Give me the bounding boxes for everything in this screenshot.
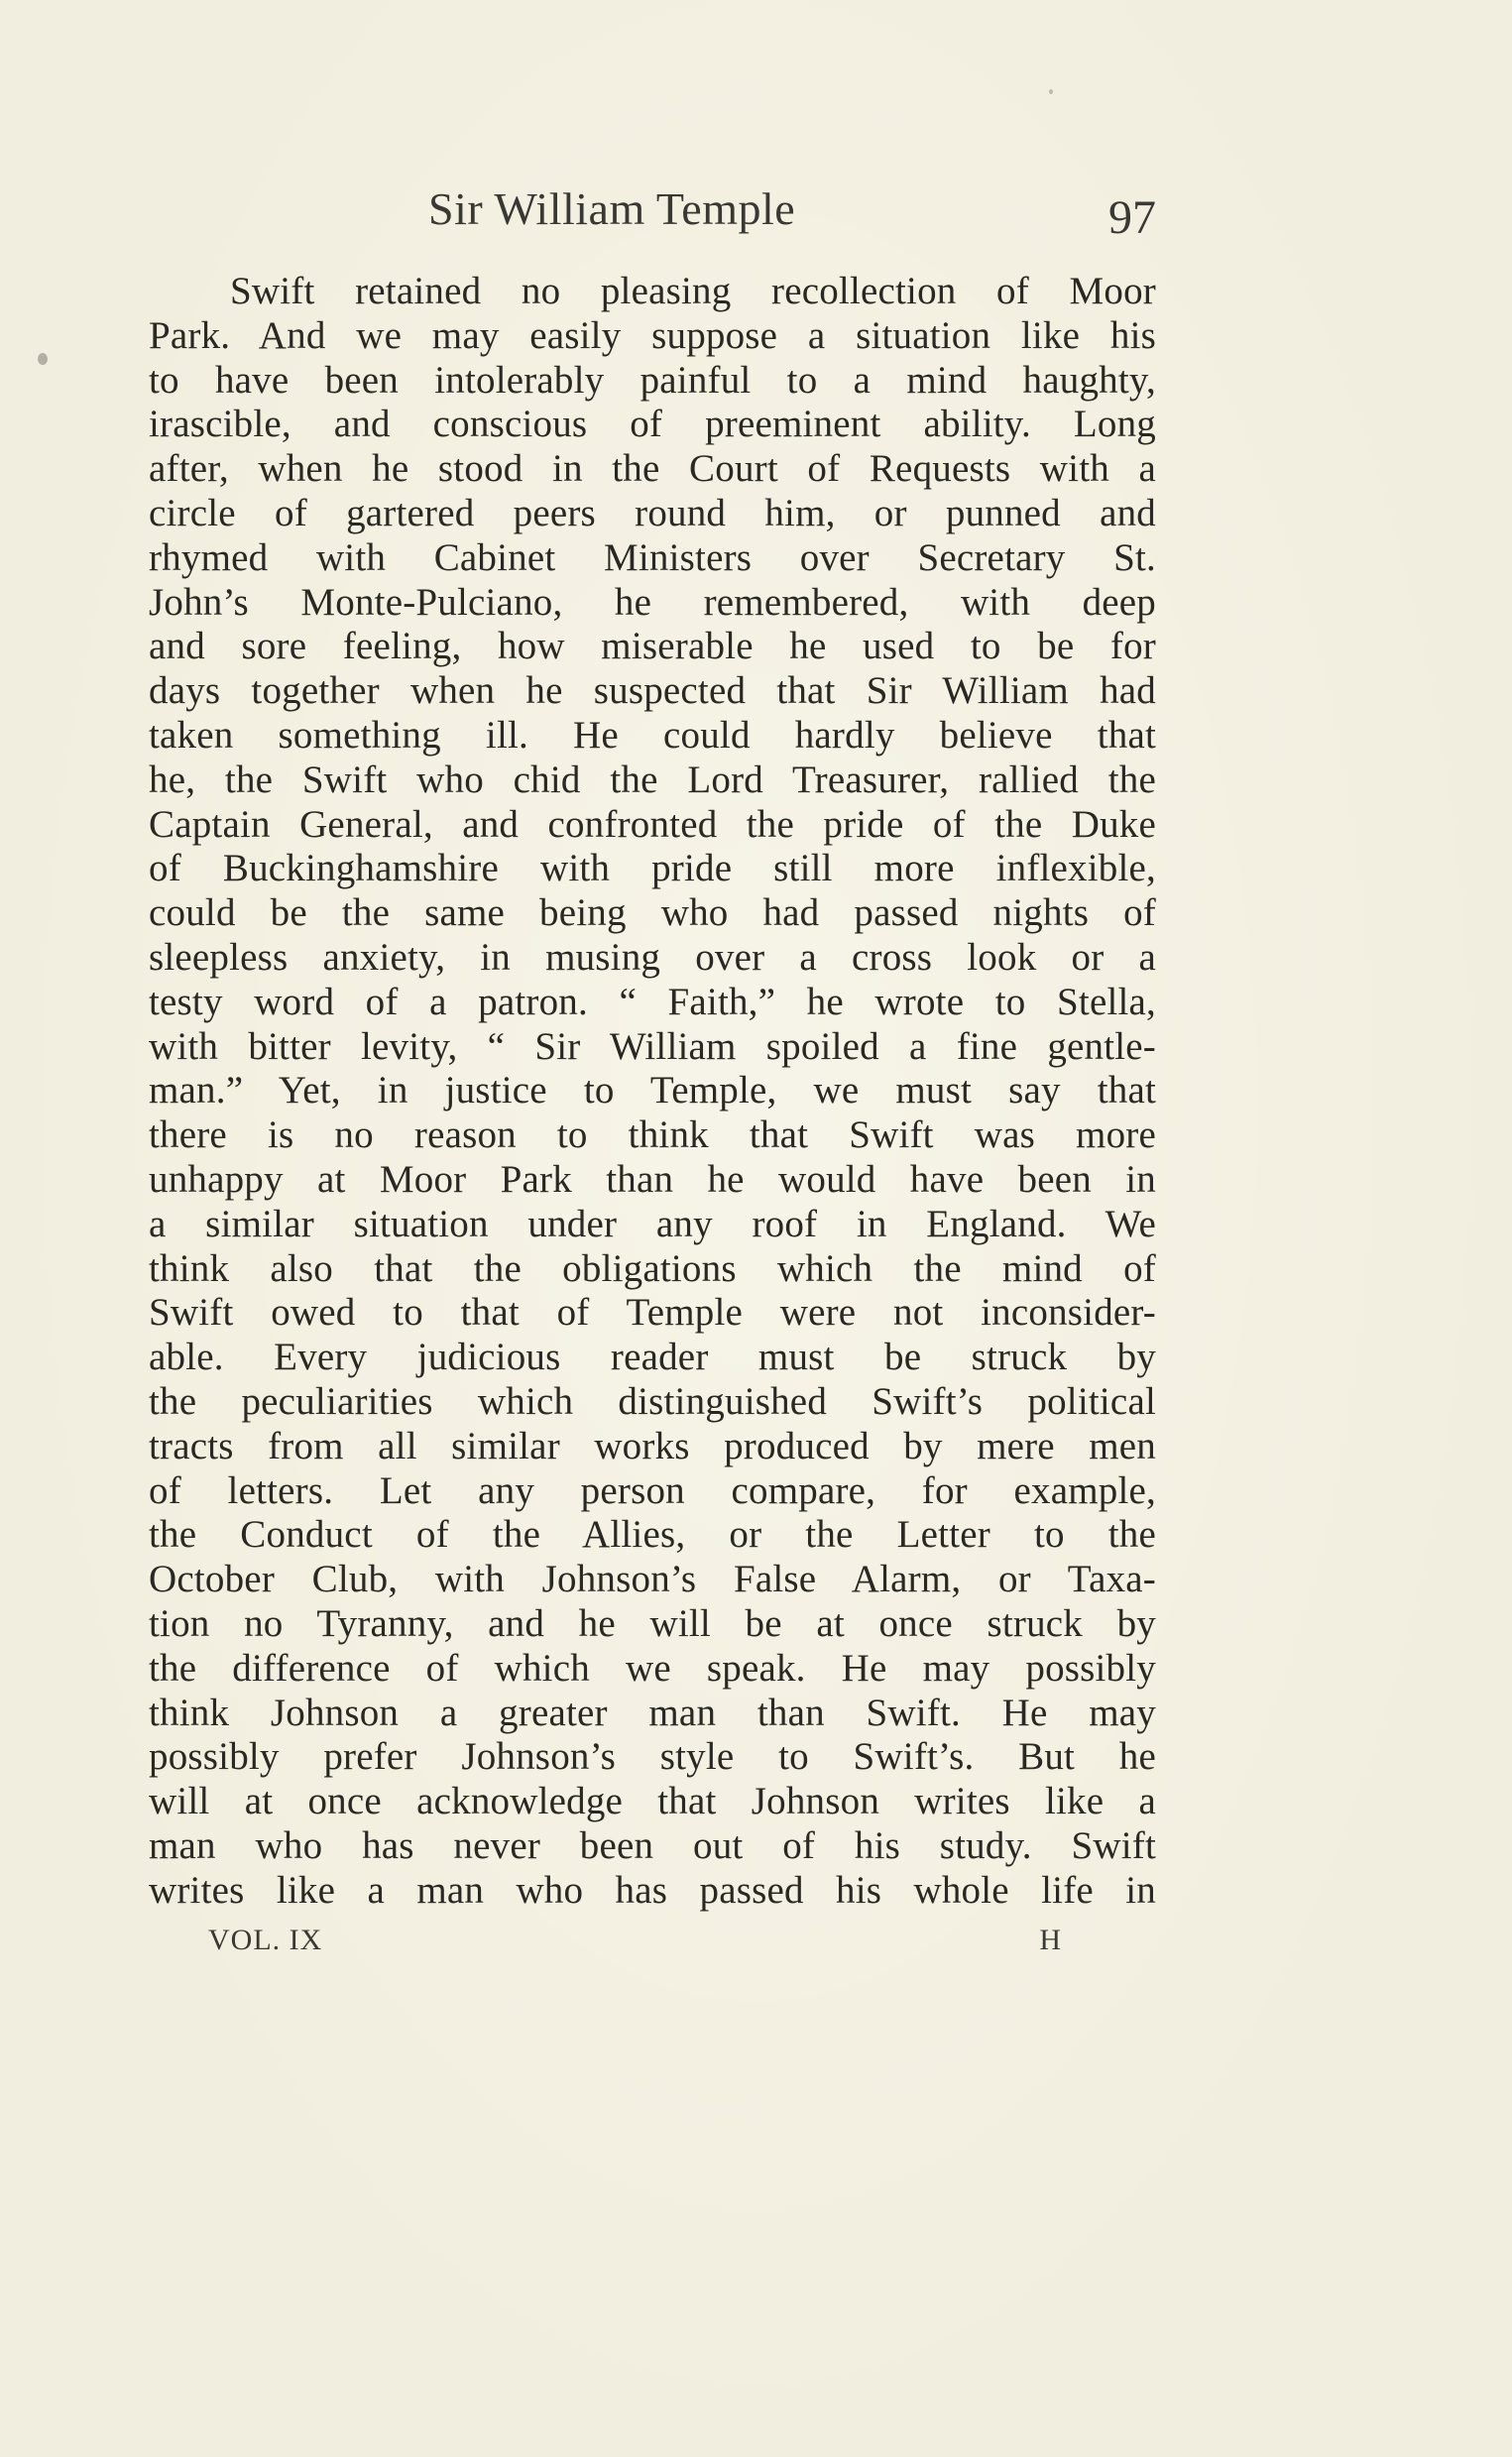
text-line: days together when he suspected that Sir William had	[149, 669, 1156, 713]
volume-signature: VOL. IX	[208, 1924, 323, 1956]
text-line: unhappy at Moor Park than he would have been in	[149, 1157, 1156, 1201]
text-line: after, when he stood in the Court of Requests with a	[149, 447, 1156, 491]
text-line: he, the Swift who chid the Lord Treasurer, rallied the	[149, 758, 1156, 801]
text-line: to have been intolerably painful to a mind haughty,	[149, 358, 1156, 402]
text-line: man.” Yet, in justice to Temple, we must say that	[149, 1069, 1156, 1112]
running-head	[149, 182, 1156, 242]
text-line: taken something ill. He could hardly believe that	[149, 713, 1156, 757]
text-line: of letters. Let any person compare, for example,	[149, 1468, 1156, 1512]
text-line: testy word of a patron. “ Faith,” he wrote to Stella,	[149, 980, 1156, 1023]
text-line: the peculiarities which distinguished Swift’s political	[149, 1379, 1156, 1423]
text-line: tion no Tyranny, and he will be at once struck by	[149, 1601, 1156, 1645]
page-number: 97	[1108, 191, 1156, 244]
text-line: could be the same being who had passed nights of	[149, 891, 1156, 935]
text-line: Park. And we may easily suppose a situation like his	[149, 313, 1156, 357]
text-line: October Club, with Johnson’s False Alarm, or Taxa-	[149, 1558, 1156, 1601]
sheet-signature: H	[1039, 1924, 1061, 1956]
text-line: man who has never been out of his study. Swift	[149, 1823, 1156, 1867]
text-line: circle of gartered peers round him, or punned and	[149, 491, 1156, 534]
text-line: there is no reason to think that Swift was more	[149, 1113, 1156, 1157]
text-line: sleepless anxiety, in musing over a cross look or a	[149, 935, 1156, 979]
text-line: Swift owed to that of Temple were not inconsider-	[149, 1291, 1156, 1335]
text-line: will at once acknowledge that Johnson writes like a	[149, 1780, 1156, 1823]
text-line: think Johnson a greater man than Swift. He may	[149, 1691, 1156, 1734]
running-title: Sir William Temple	[428, 183, 796, 234]
text-line: John’s Monte-Pulciano, he remembered, with deep	[149, 580, 1156, 624]
text-line: a similar situation under any roof in England. We	[149, 1202, 1156, 1245]
text-line: think also that the obligations which the mind of	[149, 1246, 1156, 1290]
body-text	[149, 270, 1156, 1913]
page-footer	[208, 1924, 1061, 1963]
text-line: tracts from all similar works produced by mere men	[149, 1424, 1156, 1467]
text-line: and sore feeling, how miserable he used to be for	[149, 625, 1156, 668]
text-line: possibly prefer Johnson’s style to Swift’s. But he	[149, 1735, 1156, 1779]
text-line: the Conduct of the Allies, or the Letter to the	[149, 1513, 1156, 1557]
text-line: able. Every judicious reader must be struck by	[149, 1336, 1156, 1379]
text-line: the difference of which we speak. He may possibly	[149, 1646, 1156, 1690]
paper-speck	[1049, 89, 1053, 94]
text-line: irascible, and conscious of preeminent ability. Long	[149, 403, 1156, 446]
text-line: writes like a man who has passed his whole life in	[149, 1868, 1156, 1912]
text-line: rhymed with Cabinet Ministers over Secretary St.	[149, 535, 1156, 579]
text-line: of Buckinghamshire with pride still more inflexible,	[149, 847, 1156, 890]
text-line: Swift retained no pleasing recollection of Moor	[230, 270, 1156, 312]
paper-speck	[38, 353, 48, 365]
text-line: Captain General, and confronted the pride of the Duke	[149, 802, 1156, 846]
text-line: with bitter levity, “ Sir William spoiled a fine gentle-	[149, 1024, 1156, 1068]
